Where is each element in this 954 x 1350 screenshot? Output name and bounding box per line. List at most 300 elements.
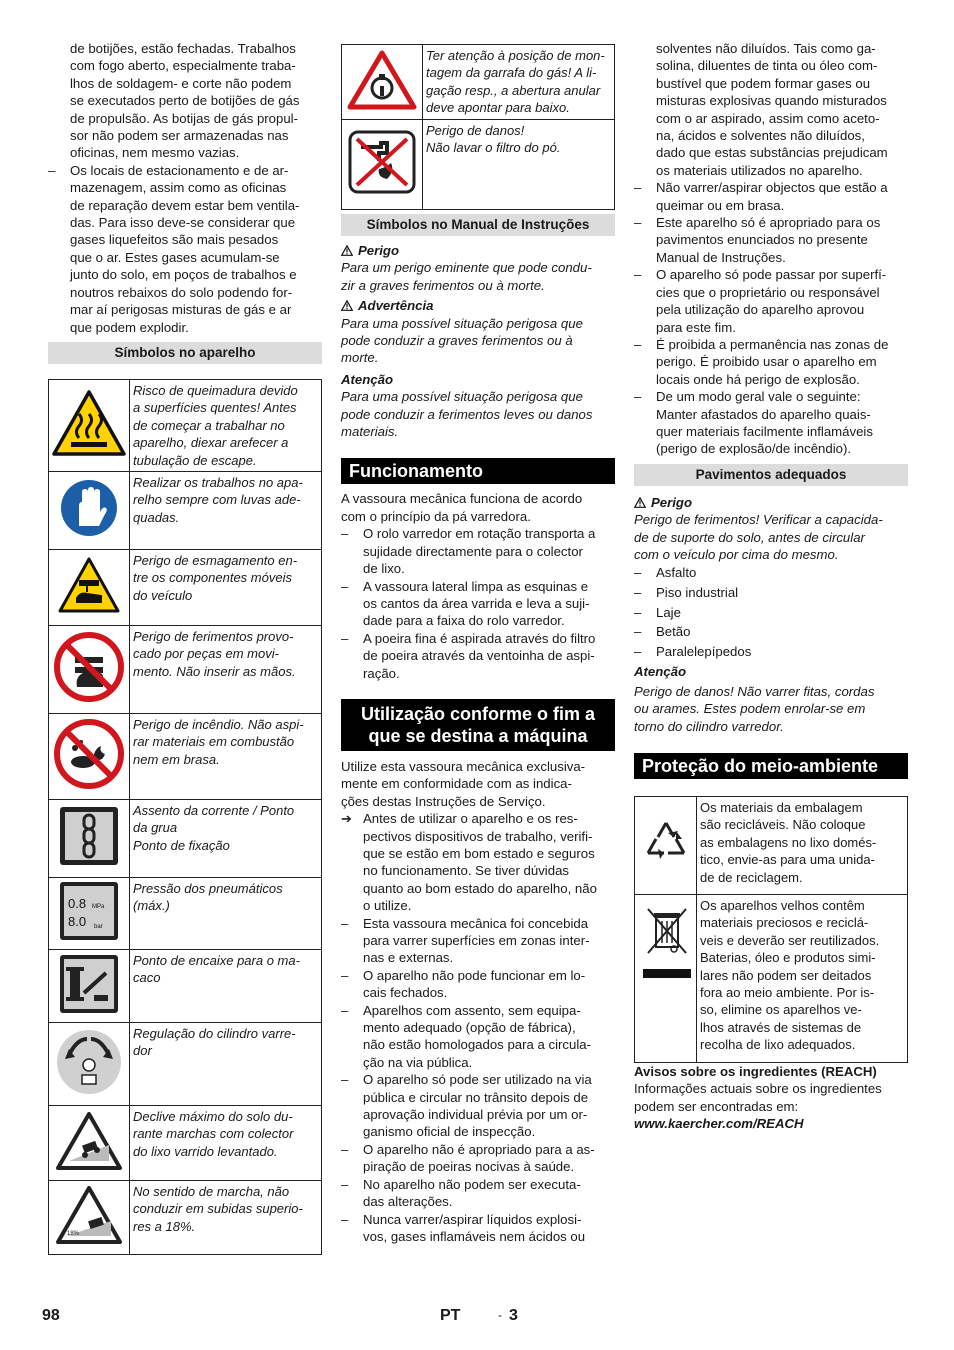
recycle-icon: [638, 815, 694, 871]
arrow-icon: ➔: [341, 811, 353, 827]
text-line: com fogo aberto, especialmente traba-: [70, 58, 296, 74]
environment-text: [697, 894, 908, 1062]
section-title-device-symbols: Símbolos no aparelho: [48, 342, 322, 364]
text-line: (máx.): [133, 898, 170, 914]
text-line: pavimentos enunciados no presente: [656, 232, 868, 248]
column-left: [48, 40, 322, 1255]
continued-text: [656, 40, 908, 179]
text-line: recolha de lixo adequados.: [700, 1037, 856, 1053]
list-item: [48, 162, 322, 336]
text-line: Informações actuais sobre os ingredientes: [634, 1081, 882, 1097]
text-line: de reparação devem estar bem ventila-: [70, 197, 300, 213]
dash-mark: –: [634, 389, 642, 405]
text-line: gação resp., a abertura anular: [426, 82, 601, 98]
text-line: dor: [133, 1043, 152, 1059]
dash-mark: –: [634, 584, 642, 600]
text-line: que podem explodir.: [70, 319, 189, 335]
list-item-label: Betão: [656, 624, 691, 640]
dash-mark: –: [634, 215, 642, 231]
text-line: bustível que podem formar gases ou: [656, 75, 871, 91]
text-line: Para uma possível situação perigosa que: [341, 389, 583, 405]
text-line: Perigo de danos!: [426, 123, 525, 138]
text-line: Os aparelhos velhos contêm: [700, 897, 865, 913]
text-line: dado que estas substâncias prejudicam: [656, 145, 888, 161]
text-line: a superfícies quentes! Antes: [133, 400, 297, 416]
dash-mark: –: [48, 162, 56, 178]
chain-icon: [58, 805, 120, 867]
reach-text: [634, 1080, 908, 1115]
text-line: sujidade directamente para o colector: [363, 543, 583, 559]
text-line: das alterações.: [363, 1194, 453, 1210]
text-line: Utilize esta vassoura mecânica exclusiva-: [341, 758, 586, 774]
text-line: relho sempre com luvas ade-: [133, 492, 301, 508]
table-row: [49, 713, 322, 799]
text-line: materiais.: [341, 424, 399, 440]
text-line: mar aí perigosas misturas de gás e ar: [70, 302, 292, 318]
text-line: junto do solo, em poços de trabalhos e: [70, 267, 297, 283]
text-line: ou arames. Estes podem enrolar-se em: [634, 701, 866, 717]
dash-mark: –: [634, 267, 642, 283]
text-line: Os materiais da embalagem: [700, 799, 863, 815]
text-line: queimar ou em brasa.: [656, 197, 785, 213]
text-line: O rolo varredor em rotação transporta a: [363, 526, 596, 542]
svg-text:0.8: 0.8: [68, 896, 87, 912]
text-line: Assento da corrente / Ponto: [133, 802, 295, 818]
perigo-label: Perigo: [341, 242, 615, 259]
text-line: Ponto de fixação: [133, 837, 230, 853]
text-line: ração.: [363, 665, 400, 681]
advertencia-label: Advertência: [341, 297, 615, 314]
list-item-label: Asfalto: [656, 565, 697, 581]
text-line: conduzir em subidas superio-: [133, 1201, 303, 1217]
dash-mark: –: [341, 1211, 349, 1227]
no-wash-filter-icon: [347, 129, 417, 195]
reach-link[interactable]: www.kaercher.com/REACH: [634, 1116, 804, 1132]
text-line: para varrer superfícies em zonas inter-: [363, 933, 590, 948]
table-row: [49, 471, 322, 549]
symbol-cell: [49, 1022, 130, 1105]
text-line: Não varrer/aspirar objectos que estão a: [656, 180, 888, 196]
text-line: podem ser encontradas em:: [634, 1098, 799, 1114]
text-line: vos, gases inflamáveis nem ácidos ou: [363, 1228, 586, 1244]
symbol-description: [130, 625, 322, 713]
crush-hand-icon: [57, 556, 121, 614]
perigo-text: [634, 511, 908, 563]
dash-mark: –: [341, 578, 349, 594]
text-line: Ter atenção à posição de mon-: [426, 48, 605, 63]
text-line: no funcionamento. Se tiver dúvidas: [363, 863, 569, 879]
text-line: aparelho, diexar arefecer a: [133, 435, 289, 451]
text-line: para este fim.: [656, 319, 736, 335]
text-line: os cantos da área varrida e leva a suji-: [363, 595, 590, 611]
list-item: [341, 1002, 615, 1072]
text-line: Para um perigo eminente que pode condu-: [341, 260, 592, 276]
text-line: se executados perto de botijões de gás: [70, 93, 300, 109]
list-item: [341, 915, 615, 967]
text-line: Risco de queimadura devido: [133, 382, 298, 398]
table-row: [49, 877, 322, 949]
symbol-description: [130, 877, 322, 949]
text-line: nas e externas.: [363, 950, 454, 966]
text-line: Nunca varrer/aspirar líquidos explosi-: [363, 1211, 582, 1227]
list-item: [341, 630, 615, 682]
page-footer: [0, 1307, 954, 1327]
list-item: [341, 1211, 615, 1246]
symbol-cell: [49, 949, 130, 1022]
text-line: que se destina a máquina: [368, 725, 588, 746]
slope-warning-icon: [55, 1111, 123, 1171]
text-line: Perigo de ferimentos provo-: [133, 628, 294, 644]
text-line: pode conduzir a ferimentos leves ou danos: [341, 406, 593, 422]
text-line: locais onde há perigo de explosão.: [656, 371, 860, 387]
text-line: so, elimine os aparelhos ve-: [700, 1002, 862, 1018]
text-line: zir a graves ferimentos ou à morte.: [341, 277, 545, 293]
svg-text:18%: 18%: [67, 1231, 80, 1238]
text-line: No aparelho não podem ser executa-: [363, 1176, 581, 1192]
text-line: da grua: [133, 820, 178, 836]
dash-mark: –: [634, 336, 642, 352]
text-line: de de reciclagem.: [700, 869, 803, 885]
text-line: são recicláveis. Não coloque: [700, 817, 866, 833]
incline-warning-icon: [55, 1185, 123, 1245]
text-line: cies que o proprietário ou responsável: [656, 284, 880, 300]
text-line: piração de poeiras nocivas à saúde.: [363, 1159, 575, 1175]
text-line: materiais preciosos e reciclá-: [700, 915, 869, 931]
text-line: O aparelho não pode funcionar em lo-: [363, 967, 586, 983]
roller-adjust-icon: [55, 1027, 123, 1097]
symbol-description: [423, 45, 615, 120]
text-line: Utilização conforme o fim a: [360, 703, 596, 724]
list-item: [341, 1071, 615, 1141]
text-line: tagem da garrafa do gás! A li-: [426, 65, 597, 81]
footer-separator: -: [498, 1308, 502, 1322]
list-item: [634, 622, 908, 642]
section-title-manual-symbols: Símbolos no Manual de Instruções: [341, 214, 615, 236]
list-item-label: Piso industrial: [656, 584, 739, 600]
table-row: [49, 1180, 322, 1254]
dash-mark: –: [341, 1072, 349, 1088]
dash-mark: –: [634, 565, 642, 581]
list-item: [634, 583, 908, 603]
table-row: [49, 549, 322, 625]
text-line: mento adequado (opção de fábrica),: [363, 1020, 576, 1036]
text-line: quadas.: [133, 509, 180, 525]
symbol-cell: [635, 894, 697, 1062]
text-line: cais fechados.: [363, 985, 448, 1001]
text-line: sor não podem ser armazenadas nas: [70, 128, 289, 144]
text-line: tre os componentes móveis: [133, 570, 292, 586]
dash-mark: –: [341, 1002, 349, 1018]
text-line: tico, envie-as para uma unida-: [700, 852, 875, 868]
text-line: Perigo de esmagamento en-: [133, 552, 298, 568]
text-line: rar materiais em combustão: [133, 734, 295, 750]
text-line: De um modo geral vale o seguinte:: [656, 389, 861, 405]
text-line: ção na via pública.: [363, 1054, 473, 1070]
atencao-text: [341, 388, 615, 440]
symbol-cell: [49, 625, 130, 713]
symbol-description: [423, 120, 615, 210]
text-line: fora ao meio ambiente. Por is-: [700, 985, 875, 1000]
text-line: Pressão dos pneumáticos: [133, 880, 283, 896]
dash-mark: –: [341, 526, 349, 542]
no-burning-icon: [53, 718, 125, 790]
table-row: [342, 45, 615, 120]
table-row: [49, 949, 322, 1022]
symbol-cell: [342, 120, 423, 210]
text-line: com o ar aspirado, assim como aceto-: [656, 110, 880, 126]
list-item: [341, 525, 615, 577]
atencao-text: [634, 683, 908, 735]
intended-use-list: [341, 915, 615, 1246]
table-row: [49, 625, 322, 713]
device-symbols-table: [48, 379, 322, 1255]
list-item-label: Paralelepípedos: [656, 643, 752, 659]
text-line: Regulação do cilindro varre-: [133, 1025, 296, 1041]
text-line: mente em conformidade com as indica-: [341, 776, 572, 792]
text-line: Declive máximo do solo du-: [133, 1108, 293, 1124]
text-line: mazenagem, assim como as oficinas: [70, 180, 287, 196]
text-line: A vassoura mecânica funciona de acordo: [341, 491, 583, 507]
text-line: aprovação individual prévia por um or-: [363, 1107, 588, 1123]
symbol-description: [130, 471, 322, 549]
text-line: misturas explosivas quando misturados: [656, 93, 887, 109]
symbol-description: [130, 379, 322, 471]
text-line: do veículo: [133, 587, 193, 603]
text-line: de poeira através da ventoinha de aspi-: [363, 648, 595, 664]
crossed-bin-icon: [638, 903, 694, 983]
text-line: Manter afastados do aparelho quais-: [656, 406, 871, 422]
text-line: No sentido de marcha, não: [133, 1183, 290, 1199]
text-line: O aparelho só pode passar por superfí-: [656, 267, 887, 283]
text-line: Não lavar o filtro do pó.: [426, 140, 561, 156]
text-line: de de suporte do solo, antes de circular: [634, 529, 865, 545]
symbol-cell: [49, 1180, 130, 1254]
svg-text:8.0: 8.0: [68, 914, 87, 930]
perigo-label: Perigo: [634, 494, 908, 511]
perigo-text: [341, 259, 615, 294]
symbol-cell: [342, 45, 423, 120]
dash-mark: –: [341, 1176, 349, 1192]
intro-paragraph: [70, 40, 322, 162]
symbol-cell: [49, 549, 130, 625]
symbol-cell: [49, 1105, 130, 1180]
table-row: [342, 120, 615, 210]
section-number: 3: [509, 1307, 518, 1324]
advertencia-text: [341, 315, 615, 367]
text-line: O aparelho só pode ser utilizado na via: [363, 1072, 592, 1088]
text-line: Esta vassoura mecânica foi concebida: [363, 915, 589, 931]
text-line: de botijões, estão fechadas. Trabalhos: [70, 41, 296, 56]
list-item: [634, 179, 908, 214]
text-line: Manual de Instruções.: [656, 249, 786, 265]
text-line: torno do cilindro varredor.: [634, 718, 784, 734]
symbol-cell: [49, 379, 130, 471]
text-line: que se estão em bom estado e seguros: [363, 845, 595, 861]
text-line: ções destas Instruções de Serviço.: [341, 793, 546, 809]
text-line: Este aparelho só é apropriado para os: [656, 215, 881, 231]
table-row: [635, 796, 908, 894]
text-line: quer materiais facilmente inflamáveis: [656, 423, 873, 439]
text-line: não estão homologados para a circula-: [363, 1037, 591, 1053]
text-line: de propulsão. As botijas de gás propul-: [70, 110, 298, 126]
list-item: [634, 214, 908, 266]
symbol-cell: [635, 796, 697, 894]
list-item: [634, 642, 908, 662]
text-line: rante marchas com colector: [133, 1126, 294, 1142]
dash-mark: –: [634, 180, 642, 196]
text-line: solventes não diluídos. Tais como ga-: [656, 41, 876, 56]
text-line: oficinas, nem mesmo vazias.: [70, 145, 240, 161]
list-item: [341, 578, 615, 630]
symbol-description: [130, 549, 322, 625]
symbol-cell: [49, 799, 130, 877]
symbol-description: [130, 713, 322, 799]
dash-mark: –: [634, 604, 642, 620]
symbol-description: [130, 949, 322, 1022]
symbol-cell: [49, 713, 130, 799]
text-line: pode conduzir a graves ferimentos ou à: [341, 333, 573, 349]
dash-mark: –: [341, 630, 349, 646]
text-line: pela utilização do aparelho aprovou: [656, 302, 865, 318]
environment-text: [697, 796, 908, 894]
list-item: [634, 388, 908, 458]
text-line: Ponto de encaixe para o ma-: [133, 952, 300, 968]
text-line: Os locais de estacionamento e de ar-: [70, 162, 289, 178]
dash-mark: –: [634, 643, 642, 659]
safety-list: [634, 179, 908, 458]
text-line: A poeira fina é aspirada através do filtro: [363, 630, 596, 646]
text-line: (perigo de explosão/de incêndio).: [656, 441, 852, 457]
text-line: gases liquefeitos são mais pesados: [70, 232, 279, 248]
dash-mark: –: [341, 1141, 349, 1157]
text-line: tubulação de escape.: [133, 452, 257, 468]
table-row: [49, 1022, 322, 1105]
symbol-cell: [49, 877, 130, 949]
list-item: [634, 563, 908, 583]
text-line: Perigo de incêndio. Não aspi-: [133, 716, 304, 732]
hot-surface-icon: [51, 388, 127, 458]
text-line: de começar a trabalhar no: [133, 417, 285, 433]
list-item-label: Laje: [656, 604, 681, 620]
environment-table: [634, 796, 908, 1063]
dash-mark: –: [341, 915, 349, 931]
text-line: Baterias, óleo e produtos simi-: [700, 950, 876, 966]
language-code: PT: [440, 1307, 461, 1324]
list-item: [634, 336, 908, 388]
text-line: veis e deverão ser reutilizados.: [700, 932, 880, 948]
text-line: Realizar os trabalhos no apa-: [133, 474, 303, 490]
text-line: lhos de soldagem- e corte não podem: [70, 75, 292, 91]
table-row: [49, 1105, 322, 1180]
table-row: [635, 894, 908, 1062]
text-line: na, ácidos e solventes não diluídos,: [656, 128, 865, 144]
column-right: [634, 40, 908, 1133]
functioning-intro: [341, 490, 615, 525]
text-line: ganismo oficial de inspecção.: [363, 1124, 536, 1140]
text-line: deve apontar para baixo.: [426, 100, 570, 116]
text-line: morte.: [341, 350, 379, 366]
no-hands-icon: [53, 631, 125, 703]
text-line: do lixo varrido levantado.: [133, 1143, 278, 1159]
symbol-description: [130, 799, 322, 877]
table-row: [49, 379, 322, 471]
text-line: solina, diluentes de tinta ou óleo com-: [656, 58, 878, 74]
text-line: o utilize.: [363, 898, 412, 914]
symbol-description: [130, 1105, 322, 1180]
text-line: caco: [133, 970, 161, 986]
table-row: [49, 799, 322, 877]
text-line: Aparelhos com assento, sem equipa-: [363, 1002, 581, 1018]
device-symbols-table-cont: [341, 44, 615, 210]
text-line: nem em brasa.: [133, 751, 220, 767]
text-line: mento. Não inserir as mãos.: [133, 663, 296, 679]
intended-use-intro: [341, 758, 615, 810]
list-item: [341, 1141, 615, 1176]
text-line: cado por peças em movi-: [133, 646, 279, 662]
text-line: O aparelho não é apropriado para a as-: [363, 1141, 595, 1157]
page-number: 98: [42, 1307, 60, 1324]
dash-mark: –: [634, 624, 642, 640]
list-item: [634, 266, 908, 336]
text-line: que o ar. Estes gases acumulam-se: [70, 249, 280, 265]
tire-pressure-icon: [58, 880, 120, 942]
jack-point-icon: [58, 953, 120, 1015]
symbol-description: [130, 1022, 322, 1105]
text-line: res a 18%.: [133, 1218, 196, 1234]
symbol-cell: [49, 471, 130, 549]
text-line: os materiais utilizados no aparelho.: [656, 162, 863, 178]
text-line: lares não podem ser deitados: [700, 967, 872, 983]
symbol-description: [130, 1180, 322, 1254]
warning-triangle-icon: [341, 300, 353, 311]
floor-list: [634, 563, 908, 661]
text-line: de lixo.: [363, 561, 405, 577]
atencao-label: Atenção: [341, 371, 394, 387]
text-line: pectivos dispositivos de trabalho, verifi-: [363, 828, 593, 844]
warning-triangle-icon: [341, 245, 353, 256]
gas-cylinder-warning-icon: [347, 50, 417, 110]
text-line: perigo. É proibido usar o aparelho em: [656, 354, 877, 370]
arrow-item: [341, 810, 615, 914]
text-line: quanto ao bom estado do aparelho, não: [363, 880, 597, 896]
section-title-environment: Proteção do meio-ambiente: [634, 753, 908, 779]
text-line: com o princípio da pá varredora.: [341, 508, 531, 524]
text-line: as embalagens no lixo domés-: [700, 834, 877, 850]
dash-mark: –: [341, 967, 349, 983]
svg-text:MPa: MPa: [92, 904, 105, 911]
text-line: Perigo de ferimentos! Verificar a capacida-: [634, 512, 883, 528]
text-line: Perigo de danos! Não varrer fitas, cordas: [634, 683, 875, 699]
list-item: [341, 1176, 615, 1211]
atencao-label: Atenção: [634, 664, 687, 680]
warning-triangle-icon: [634, 497, 646, 508]
text-line: É proibida a permanência nas zonas de: [656, 336, 889, 352]
list-item: [341, 967, 615, 1002]
reach-title: Avisos sobre os ingredientes (REACH): [634, 1063, 877, 1079]
section-title-suitable-floors: Pavimentos adequados: [634, 464, 908, 486]
column-middle: [341, 44, 615, 1245]
text-line: noutros rebaixos do solo podendo for-: [70, 284, 293, 300]
section-title-intended-use: [341, 699, 615, 751]
svg-text:bar: bar: [94, 924, 103, 931]
text-line: Antes de utilizar o aparelho e os res-: [363, 811, 578, 827]
text-line: pública e circular no trânsito depois de: [363, 1089, 589, 1105]
text-line: A vassoura lateral limpa as esquinas e: [363, 578, 589, 594]
text-line: dade para a faixa do rolo varredor.: [363, 613, 565, 629]
functioning-list: [341, 525, 615, 682]
text-line: com o veículo por cima do mesmo.: [634, 546, 839, 562]
text-line: lhos através de sistemas de: [700, 1019, 862, 1035]
